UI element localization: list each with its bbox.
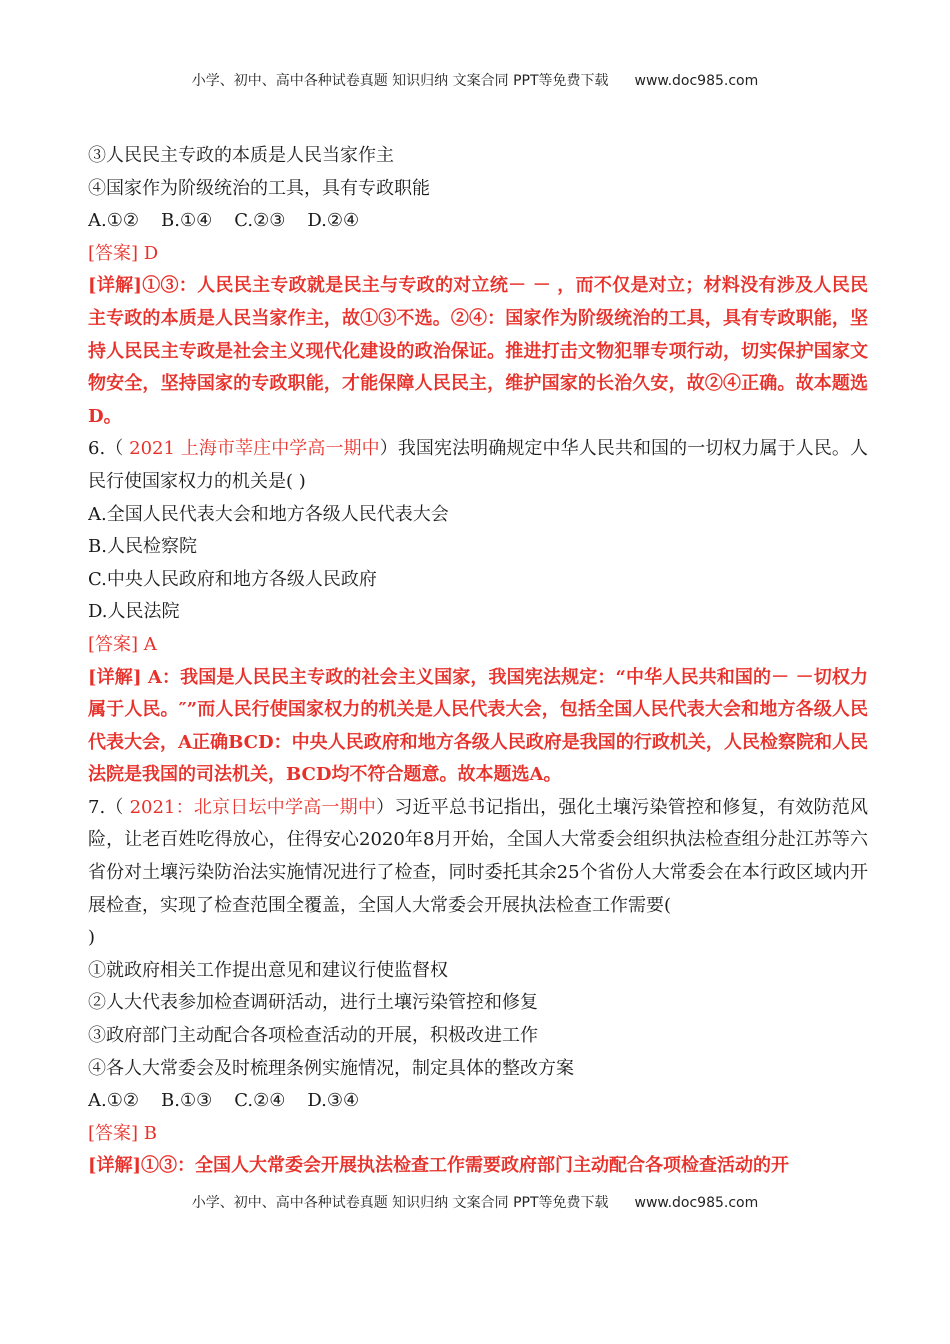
q6-option-c: C.中央人民政府和地方各级人民政府 [88,568,377,590]
q5-statement-4: ④国家作为阶级统治的工具，具有专政职能 [88,177,430,199]
q5-answer: [答案] D [88,242,159,264]
q6-source: 2021 上海市莘庄中学高一期中 [129,438,380,460]
q7-source: 2021：北京日坛中学高一期中 [129,796,377,818]
option-c: C.②③ [234,210,286,232]
page-header [0,70,950,90]
q7-statement-2: ②人大代表参加检查调研活动，进行土壤污染管控和修复 [88,992,538,1014]
q6-stem-text: ）我国宪法明确规定中华人民共和国的一切权力属于人民。人民行使国家权力的机关是( ) [88,438,868,492]
page-footer [0,1192,950,1212]
q6-answer: [答案] A [88,633,157,655]
q6-explanation: [详解] A：我国是人民民主专政的社会主义国家，我国宪法规定：“中华人民共和国的－ －切权力属于人民。″”而人民行使国家权力的机关是人民代表大会，包括全国人民代表大会和地方各级人民代表大会，A正确BCD：中央人民政府和地方各级人民政府是我国的行政机关，人民检察院和人民法院是我国的司法机关，BCD均不符合题意。故本题选A。 [88,666,868,786]
header-url[interactable]: www.doc985.com [634,73,759,89]
footer-text: 小学、初中、高中各种试卷真题 知识归纳 文案合同 PPT等免费下载 [191,1195,609,1211]
option-c: C.②④ [234,1090,286,1112]
q6-stem [88,433,868,498]
q6-option-a: A.全国人民代表大会和地方各级人民代表大会 [88,503,449,525]
q6-option-b: B.人民检察院 [88,536,197,558]
q7-stem [88,792,868,922]
q7-stem-end: ) [88,927,96,949]
option-d: D.②④ [307,210,360,232]
document-body [88,140,868,1183]
q5-explanation: [详解]①③：人民民主专政就是民主与专政的对立统－ － ，而不仅是对立；材料没有涉及人民民主专政的本质是人民当家作主，故①③不选。②④：国家作为阶级统治的工具，具有专政职能，坚持人民民主专政是社会主义现代化建设的政治保证。推进打击文物犯罪专项行动，切实保护国家文物安全，坚持国家的专政职能，才能保障人民民主，维护国家的长治久安，故②④正确。故本题选D。 [88,275,868,427]
q6-option-d: D.人民法院 [88,601,180,623]
q7-statement-1: ①就政府相关工作提出意见和建议行使监督权 [88,959,448,981]
q7-explanation: [详解]①③：全国人大常委会开展执法检查工作需要政府部门主动配合各项检查活动的开 [88,1155,790,1177]
q7-stem-text: ）习近平总书记指出，强化土壤污染管控和修复，有效防范风险，让老百姓吃得放心，住得安心2020年8月开始，全国人大常委会组织执法检查组分赴江苏等六省份对土壤污染防治法实施情况进行了检查，同时委托其余25个省份人大常委会在本行政区域内开展检查，实现了检查范围全覆盖，全国人大常委会开展执法检查工作需要( [88,796,868,916]
q7-statement-4: ④各人大常委会及时梳理条例实施情况，制定具体的整改方案 [88,1057,574,1079]
header-text: 小学、初中、高中各种试卷真题 知识归纳 文案合同 PPT等免费下载 [191,73,609,89]
q7-statement-3: ③政府部门主动配合各项检查活动的开展，积极改进工作 [88,1025,538,1047]
q6-number: 6.（ [88,438,130,460]
option-b: B.①④ [161,210,213,232]
q5-options [88,205,868,238]
option-d: D.③④ [307,1090,360,1112]
footer-url[interactable]: www.doc985.com [634,1195,759,1211]
option-a: A.①② [88,210,139,232]
q5-statement-3: ③人民民主专政的本质是人民当家作主 [88,145,394,166]
option-a: A.①② [88,1090,139,1112]
q7-answer: [答案] B [88,1122,157,1144]
q7-options [88,1085,868,1118]
option-b: B.①③ [161,1090,213,1112]
q7-number: 7.（ [88,796,130,818]
